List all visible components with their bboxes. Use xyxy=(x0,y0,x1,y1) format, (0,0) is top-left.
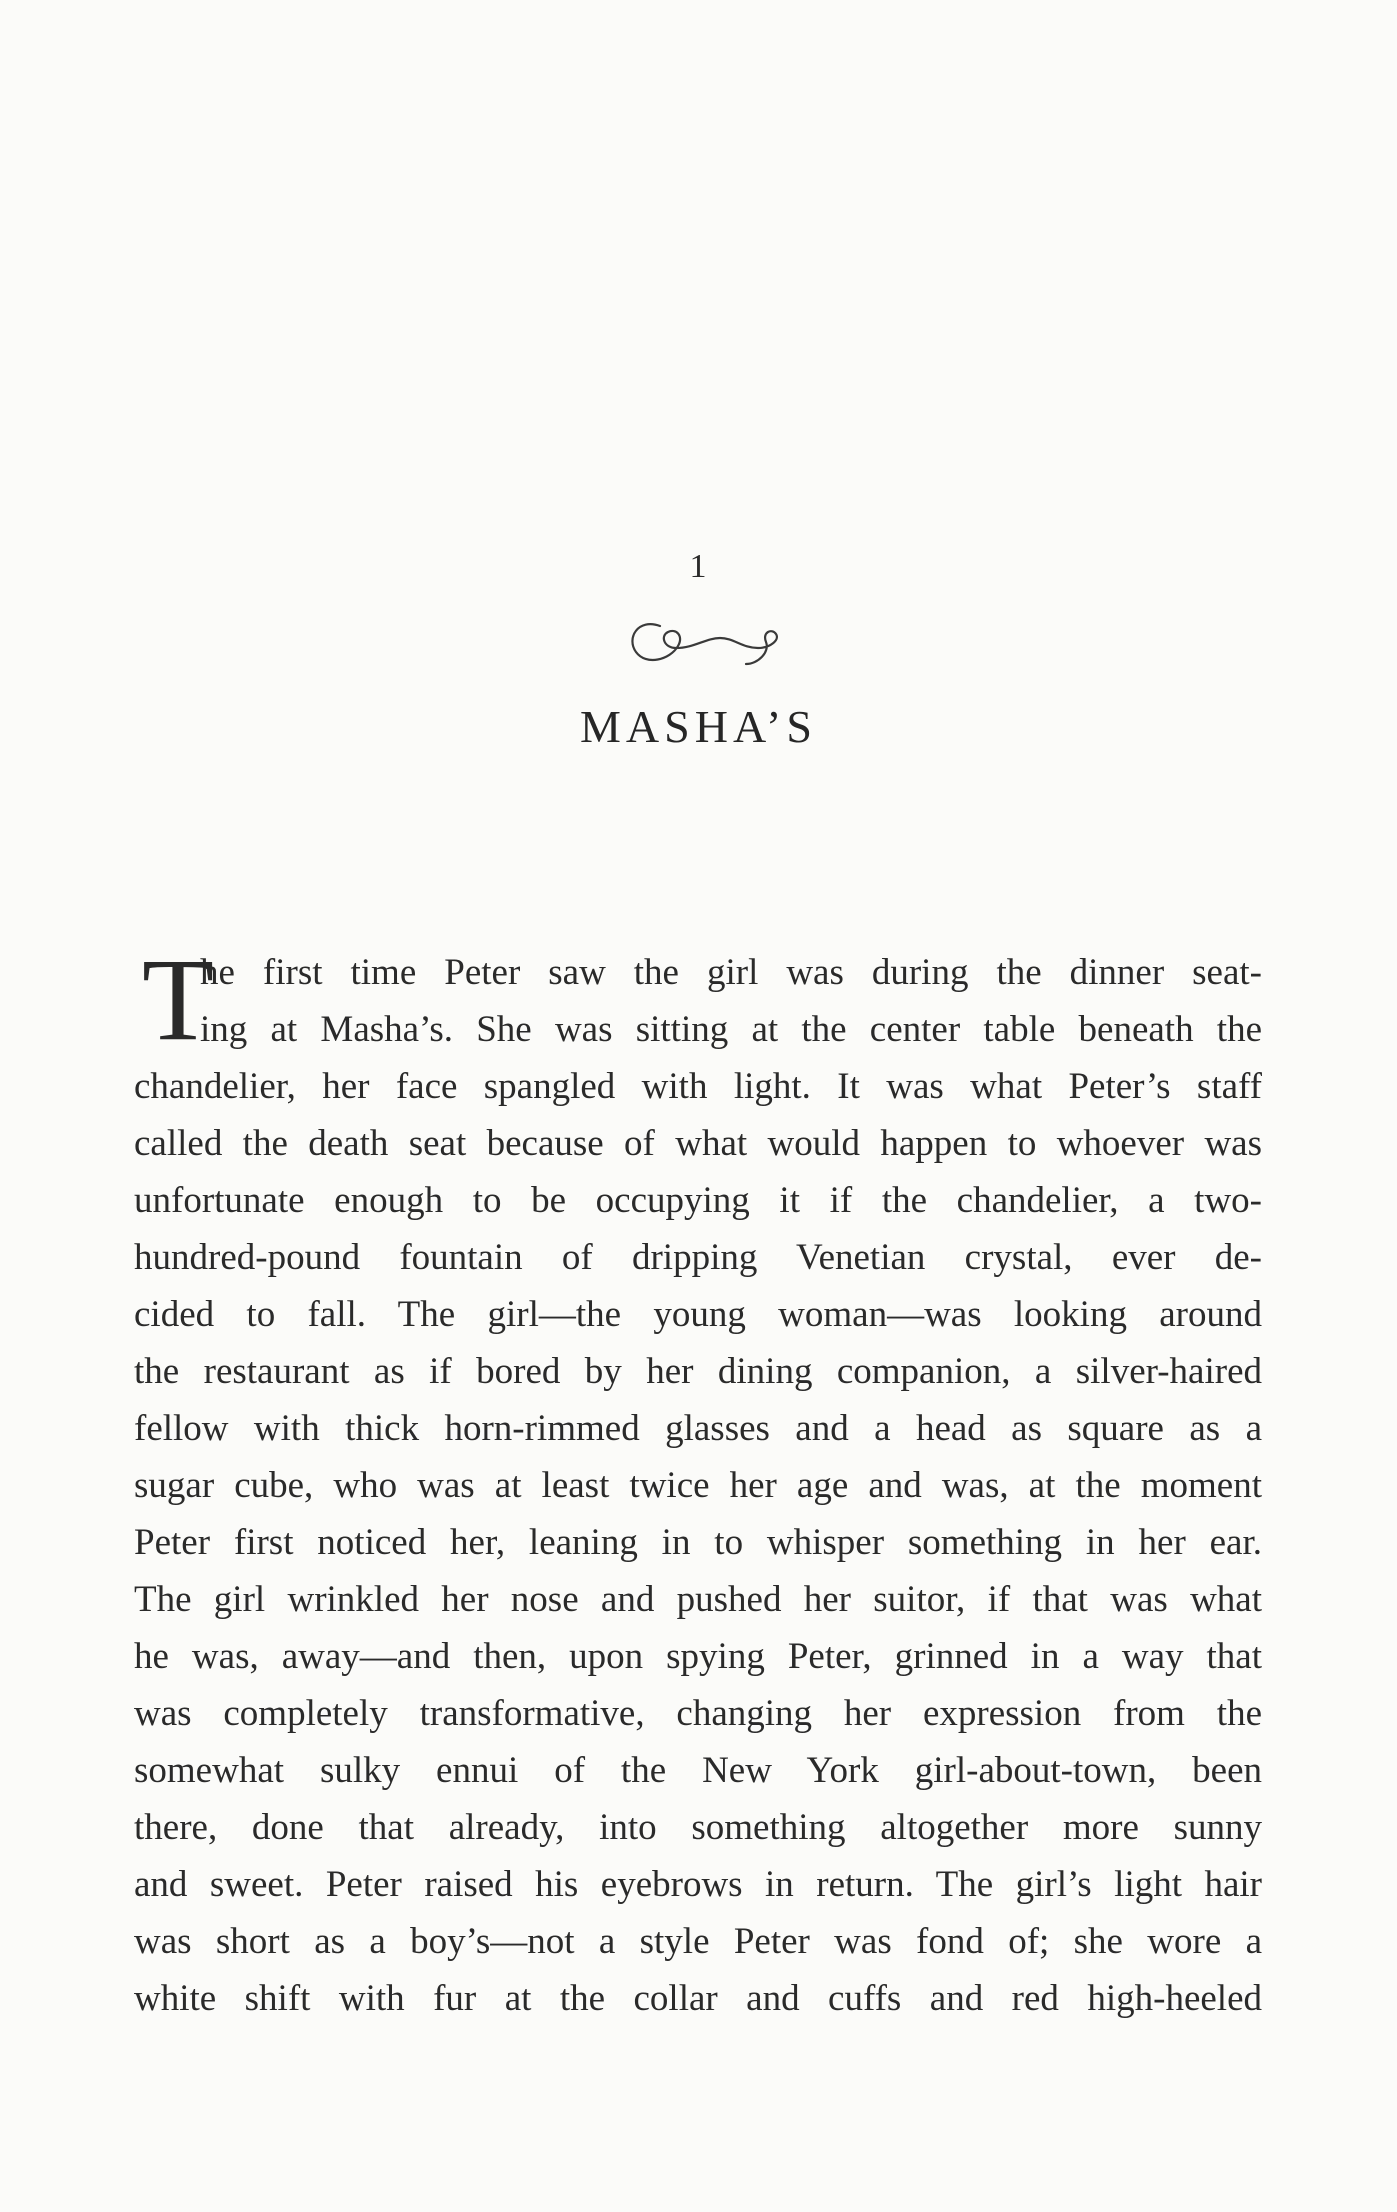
text-line: cided to fall. The girl—the young woman—was looking around xyxy=(134,1294,1262,1335)
text-line: called the death seat because of what would happen to whoever was xyxy=(134,1123,1262,1164)
drop-cap: T xyxy=(142,934,215,1065)
text-line: he was, away—and then, upon spying Peter, grinned in a way that xyxy=(134,1636,1262,1677)
text-line: chandelier, her face spangled with light. It was what Peter’s staff xyxy=(134,1066,1262,1107)
text-line: sugar cube, who was at least twice her age and was, at the moment xyxy=(134,1465,1262,1506)
text-line: hundred-pound fountain of dripping Venetian crystal, ever de- xyxy=(134,1237,1262,1278)
text-line: was completely transformative, changing her expression from the xyxy=(134,1693,1262,1734)
text-line: he first time Peter saw the girl was during the dinner seat- xyxy=(200,952,1262,993)
flourish-ornament-icon xyxy=(608,608,798,678)
body-text xyxy=(134,934,1262,2027)
text-line: unfortunate enough to be occupying it if the chandelier, a two- xyxy=(134,1180,1262,1221)
text-line: somewhat sulky ennui of the New York girl-about-town, been xyxy=(134,1750,1262,1791)
text-line: and sweet. Peter raised his eyebrows in return. The girl’s light hair xyxy=(134,1864,1262,1905)
text-line: white shift with fur at the collar and cuffs and red high-heeled xyxy=(134,1978,1262,2019)
text-line: fellow with thick horn-rimmed glasses and a head as square as a xyxy=(134,1408,1262,1449)
text-line: the restaurant as if bored by her dining companion, a silver-haired xyxy=(134,1351,1262,1392)
text-line: The girl wrinkled her nose and pushed her suitor, if that was what xyxy=(134,1579,1262,1620)
text-line: was short as a boy’s—not a style Peter was fond of; she wore a xyxy=(134,1921,1262,1962)
text-line: Peter first noticed her, leaning in to whisper something in her ear. xyxy=(134,1522,1262,1563)
chapter-number: 1 xyxy=(689,548,708,585)
text-line: there, done that already, into something altogether more sunny xyxy=(134,1807,1262,1848)
chapter-title: MASHA’S xyxy=(580,701,817,752)
text-line: ing at Masha’s. She was sitting at the center table beneath the xyxy=(200,1009,1262,1050)
